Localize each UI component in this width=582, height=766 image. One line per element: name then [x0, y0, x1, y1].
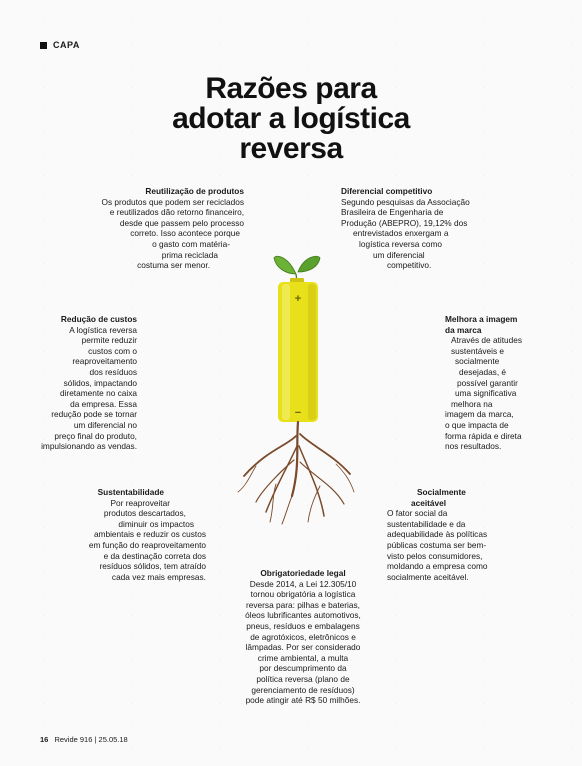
block-line: diminuir os impactos	[118, 518, 194, 529]
block-line: crime ambiental, a multa	[257, 652, 349, 663]
block-line: imagem da marca,	[445, 409, 514, 420]
footer-separator: |	[94, 735, 97, 744]
block-line: reversa para: pilhas e baterias,	[246, 599, 360, 610]
block-line: o que impacta de	[445, 419, 509, 430]
block-line: diretamente no caixa	[59, 388, 137, 399]
block-line: Por reaproveitar	[110, 497, 170, 508]
page-footer	[40, 735, 128, 744]
block-line: competitivo.	[387, 260, 432, 271]
block-heading: Sustentabilidade	[97, 487, 164, 497]
plus-sign: +	[294, 293, 302, 305]
block-line: Desde 2014, a Lei 12.305/10	[249, 578, 357, 589]
page-title	[0, 74, 582, 164]
block-line: política reversa (plano de	[256, 673, 350, 684]
block-social	[387, 487, 488, 582]
block-line: costuma ser menor.	[137, 260, 210, 271]
block-line: Os produtos que podem ser reciclados	[101, 196, 244, 207]
block-line: preço final do produto,	[54, 430, 137, 441]
title-line: Razões para	[205, 72, 377, 105]
block-line: da empresa. Essa	[70, 398, 137, 409]
block-line: públicas costuma ser bem-	[387, 539, 487, 550]
block-line: forma rápida e direta	[445, 430, 522, 441]
page-number: 16	[40, 735, 49, 744]
block-line: desejadas, é	[459, 366, 507, 377]
block-diferencial	[341, 186, 470, 271]
block-line: A logística reversa	[69, 324, 137, 335]
block-heading: Obrigatoriedade legal	[260, 568, 346, 578]
minus-sign: −	[294, 407, 302, 419]
block-line: O fator social da	[387, 508, 448, 519]
block-reducao	[41, 314, 137, 452]
block-line: melhora na	[451, 398, 493, 409]
block-line: Segundo pesquisas da Associação	[341, 196, 470, 207]
block-line: desde que passem pelo processo	[119, 217, 244, 228]
block-line: produtos descartados,	[103, 508, 186, 519]
section-label: CAPA	[53, 40, 80, 50]
block-line: Produção (ABEPRO), 19,12% dos	[341, 217, 468, 228]
block-line: pneus, resíduos e embalagens	[246, 620, 360, 631]
block-line: tornou obrigatória a logística	[250, 589, 356, 600]
block-line: por descumprimento da	[259, 663, 347, 674]
block-line: resíduos sólidos, tem atraído	[99, 561, 206, 572]
roots-icon	[238, 422, 354, 524]
block-marca	[445, 314, 522, 452]
block-line: cada vez mais empresas.	[111, 571, 206, 582]
block-line: uma significativa	[455, 388, 517, 399]
block-line: visto pelos consumidores,	[387, 550, 483, 561]
block-line: pode atingir até R$ 50 milhões.	[245, 695, 361, 706]
block-line: sólidos, impactando	[63, 377, 137, 388]
block-line: Através de atitudes	[451, 335, 523, 346]
block-line: um diferencial no	[73, 419, 137, 430]
block-heading: Socialmente	[417, 487, 466, 497]
block-heading: Diferencial competitivo	[341, 186, 433, 196]
block-heading: Melhora a imagem	[445, 314, 518, 324]
block-line: de agrotóxicos, eletrônicos e	[250, 631, 356, 642]
block-line: um diferencial	[373, 249, 425, 260]
block-line: reaproveitamento	[72, 356, 137, 367]
block-line: logística reversa como	[359, 238, 443, 249]
block-line: entrevistados enxergam a	[353, 228, 449, 239]
issue-date: 25.05.18	[98, 735, 128, 744]
block-obrigatoriedade	[218, 568, 388, 706]
title-line: reversa	[239, 132, 343, 165]
block-heading: da marca	[445, 324, 482, 335]
block-line: socialmente aceitável.	[387, 571, 469, 582]
block-heading: Reutilização de produtos	[145, 186, 244, 196]
block-reutilizacao	[101, 186, 244, 271]
battery-illustration	[236, 246, 356, 526]
block-line: e reutilizados dão retorno financeiro,	[109, 207, 244, 218]
block-line: dos resíduos	[89, 366, 137, 377]
block-line: Brasileira de Engenharia de	[341, 207, 444, 218]
block-line: e da destinação correta dos	[103, 550, 206, 561]
block-line: ambientais e reduzir os custos	[93, 529, 206, 540]
block-line: socialmente	[455, 356, 500, 367]
block-line: prima reciclada	[161, 249, 218, 260]
block-line: nos resultados.	[445, 441, 502, 452]
block-line: adequabilidade às políticas	[387, 529, 488, 540]
block-line: o gasto com matéria-	[152, 238, 230, 249]
section-square-icon	[40, 42, 47, 49]
block-line: redução pode se tornar	[51, 409, 137, 420]
block-line: moldando a empresa como	[387, 561, 488, 572]
title-line: adotar a logística	[172, 102, 410, 135]
block-line: custos com o	[88, 345, 137, 356]
block-line: lâmpadas. Por ser considerado	[245, 642, 361, 653]
block-line: gerenciamento de resíduos)	[251, 684, 355, 695]
block-line: em função do reaproveitamento	[88, 539, 206, 550]
block-heading: Redução de custos	[60, 314, 137, 324]
block-line: possível garantir	[457, 377, 518, 388]
block-sustentabilidade	[89, 487, 206, 582]
magazine-name: Revide 916	[54, 735, 93, 744]
block-line: óleos lubrificantes automotivos,	[245, 610, 361, 621]
block-line: sustentáveis e	[451, 345, 505, 356]
block-heading: aceitável	[411, 497, 447, 508]
block-line: correto. Isso acontece porque	[130, 228, 240, 239]
block-line: sustentabilidade e da	[387, 518, 466, 529]
block-line: impulsionando as vendas.	[41, 441, 137, 452]
block-line: permite reduzir	[81, 335, 137, 346]
section-tag	[40, 40, 80, 50]
